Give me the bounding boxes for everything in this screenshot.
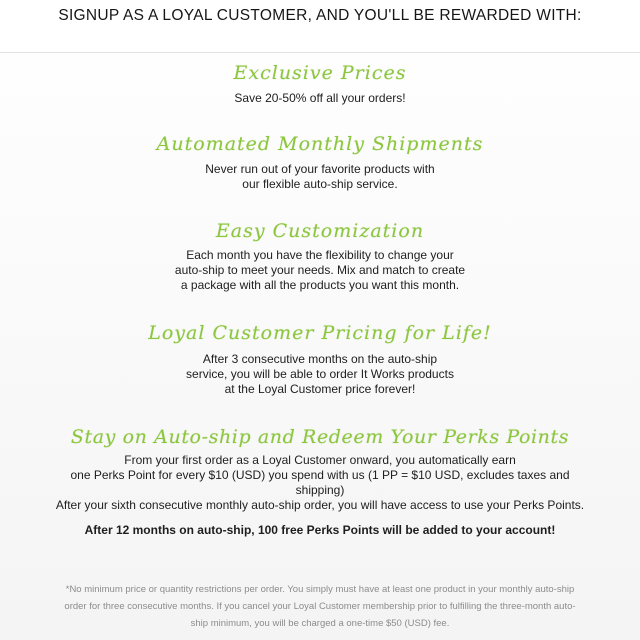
benefit-line: After 3 consecutive months on the auto-ship [202,352,438,366]
footnote-line: order for three consecutive months. If you cancel your Loyal Customer membership prior to fulfilling the three-month auto- [64,601,576,612]
benefit-line: a package with all the products you want this month. [180,278,460,292]
benefit-line: our flexible auto-ship service. [242,177,398,191]
benefit-line: shipping) [295,483,345,497]
benefit-line: Each month you have the flexibility to change your [186,248,454,262]
benefit-heading: Loyal Customer Pricing for Life! [148,322,492,344]
benefit-line: auto-ship to meet your needs. Mix and match to create [174,263,466,277]
benefit-perks-points [0,424,640,537]
bonus-highlight: After 12 months on auto-ship, 100 free Perks Points will be added to your account! [84,523,556,537]
footnote [0,581,640,632]
benefit-line: at the Loyal Customer price forever! [224,382,416,396]
footnote-line: *No minimum price or quantity restrictions per order. You simply must have at least one product in your monthly auto-ship [65,584,575,595]
benefit-line: Save 20-50% off all your orders! [234,91,406,105]
benefit-lifetime-pricing [0,320,640,397]
benefit-heading: Stay on Auto-ship and Redeem Your Perks Points [70,426,570,448]
benefit-line: Never run out of your favorite products with [205,162,435,176]
benefit-automated-shipments [0,131,640,192]
benefit-exclusive-prices [0,60,640,106]
benefit-description [0,91,640,106]
benefit-description [0,453,640,513]
benefit-line: After your sixth consecutive monthly auto-ship order, you will have access to use your Perks Points. [55,498,585,512]
page-header [0,0,640,53]
benefit-description [0,162,640,192]
benefit-heading: Automated Monthly Shipments [156,133,484,155]
footnote-line: ship minimum, you will be charged a one-time $50 (USD) fee. [190,618,450,629]
page-title: SIGNUP AS A LOYAL CUSTOMER, AND YOU'LL BE REWARDED WITH: [58,7,582,24]
benefit-description [0,248,640,293]
benefit-heading: Exclusive Prices [233,62,407,84]
benefit-description [0,352,640,397]
benefit-line: From your first order as a Loyal Customer onward, you automatically earn [124,453,516,467]
benefit-heading: Easy Customization [215,220,425,242]
benefit-line: one Perks Point for every $10 (USD) you spend with us (1 PP = $10 USD, excludes taxes and [70,468,570,482]
benefit-easy-customization [0,218,640,293]
benefit-line: service, you will be able to order It Works products [186,367,454,381]
